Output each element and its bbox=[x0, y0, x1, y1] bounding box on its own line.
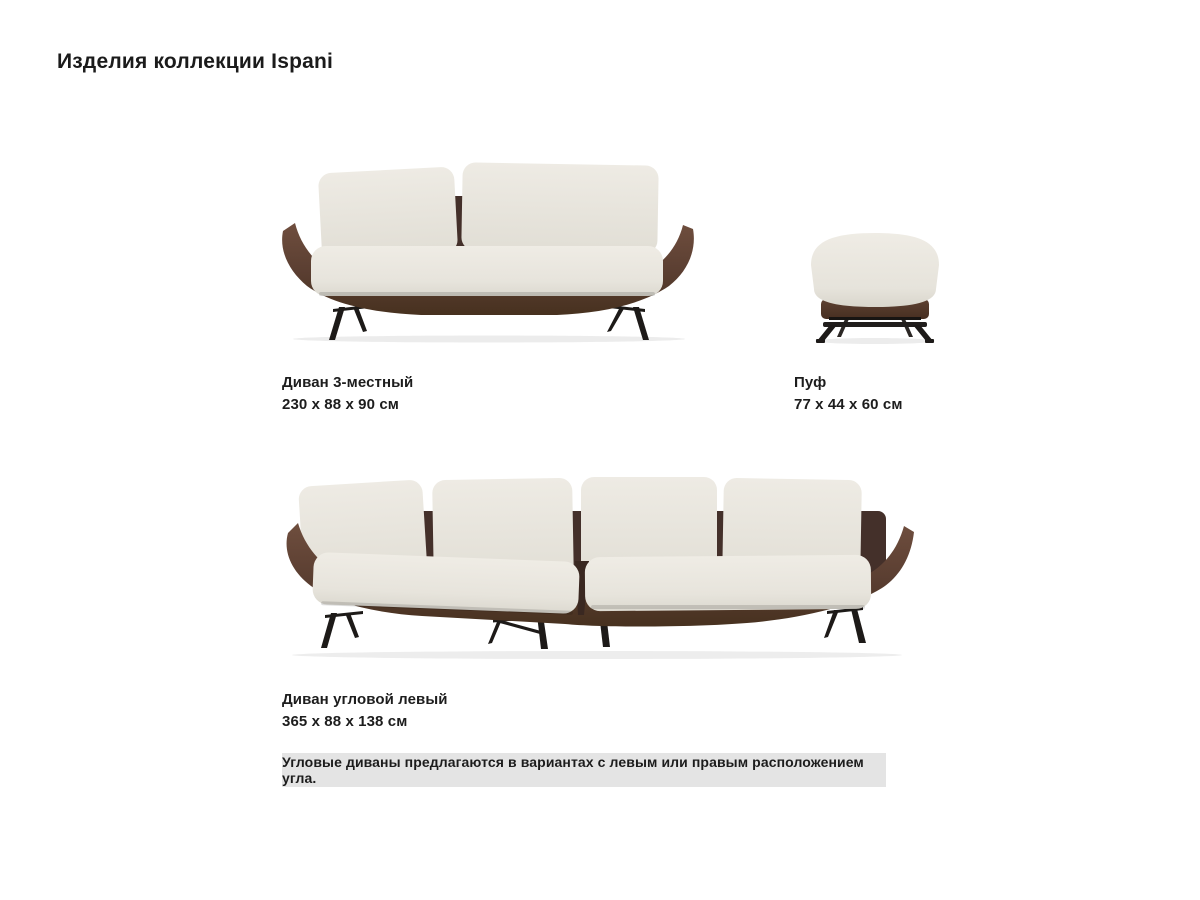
sofa-corner-left-image bbox=[277, 461, 925, 661]
product-label-pouf bbox=[794, 372, 903, 415]
sofa-corner-left-drawing bbox=[277, 461, 925, 661]
sofa-3-seat-drawing bbox=[281, 161, 697, 345]
product-name: Пуф bbox=[794, 374, 827, 391]
sofa-3-seat-image bbox=[281, 161, 697, 345]
product-dimensions: 77 x 44 x 60 см bbox=[794, 396, 903, 413]
pouf-drawing bbox=[797, 231, 953, 345]
note-text: Угловые диваны предлагаются в вариантах с левым или правым расположением угла. bbox=[282, 754, 864, 786]
product-dimensions: 365 x 88 x 138 см bbox=[282, 713, 408, 730]
product-name: Диван угловой левый bbox=[282, 691, 448, 708]
product-label-sofa-3-seat bbox=[282, 372, 413, 415]
corner-sofa-note-banner bbox=[282, 753, 886, 787]
pouf-image bbox=[797, 231, 953, 345]
product-name: Диван 3-местный bbox=[282, 374, 414, 391]
product-dimensions: 230 x 88 x 90 см bbox=[282, 396, 399, 413]
page-title: Изделия коллекции Ispani bbox=[57, 50, 334, 73]
product-label-sofa-corner-left bbox=[282, 689, 448, 732]
